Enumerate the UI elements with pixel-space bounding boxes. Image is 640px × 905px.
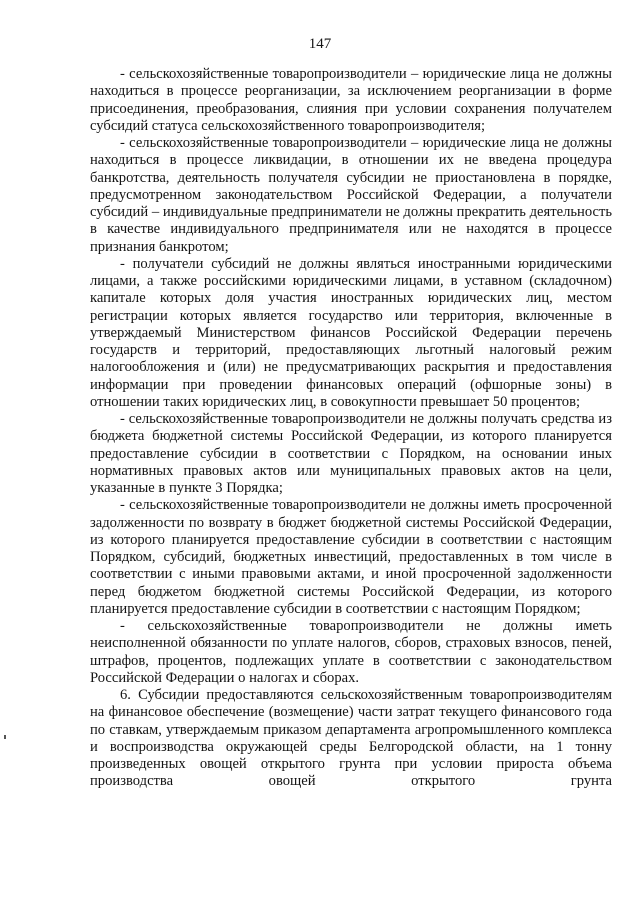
scan-mark <box>4 735 6 739</box>
paragraph-other-budget-funds: - сельскохозяйственные товаропроизводители не должны получать средства из бюджета бюджетной системы Российской Федерации, из которого планируется предоставление субсидии в соответствии с Порядком, на основании иных нормативных правовых актов или муниципальных правовых актов на цели, указанные в пункте 3 Порядка; <box>90 411 612 496</box>
document-body <box>90 66 612 791</box>
paragraph-tax-obligations: - сельскохозяйственные товаропроизводители не должны иметь неисполненной обязанности по уплате налогов, сборов, страховых взносов, пеней, штрафов, процентов, подлежащих уплате в соответствии с законодательством Российской Федерации о налогах и сборах. <box>90 618 612 686</box>
paragraph-reorganization: - сельскохозяйственные товаропроизводители – юридические лица не должны находиться в процессе реорганизации, за исключением реорганизации в форме присоединения, преобразования, слияния при условии сохранения получателем субсидий статуса сельскохозяйственного товаропроизводителя; <box>90 66 612 134</box>
paragraph-item-6: 6. Субсидии предоставляются сельскохозяйственным товаропроизводителям на финансовое обеспечение (возмещение) части затрат текущего финансового года по ставкам, утверждаемым приказом департамента агропромышленного комплекса и воспроизводства окружающей среды Белгородской области, на 1 тонну произведенных овощей открытого грунта при условии прироста объема производства овощей открытого грунта <box>90 687 612 790</box>
paragraph-overdue-debt: - сельскохозяйственные товаропроизводители не должны иметь просроченной задолженности по возврату в бюджет бюджетной системы Российской Федерации, из которого планируется предоставление субсидии в соответствии с настоящим Порядком, субсидий, бюджетных инвестиций, предоставленных в том числе в соответствии с иными правовыми актами, и иной просроченной задолженности перед бюджетом бюджетной системы Российской Федерации, из которого планируется предоставление субсидии в соответствии с настоящим Порядком; <box>90 497 612 617</box>
page-number: 147 <box>308 36 332 52</box>
paragraph-foreign-entities: - получатели субсидий не должны являться иностранными юридическими лицами, а также российскими юридическими лицами, в уставном (складочном) капитале которых доля участия иностранных юридических лиц, местом регистрации которых является государство или территория, включенные в утверждаемый Министерством финансов Российской Федерации перечень государств и территорий, предоставляющих льготный налоговый режим налогообложения и (или) не предусматривающих раскрытия и предоставления информации при проведении финансовых операций (офшорные зоны) в отношении таких юридических лиц, в совокупности превышает 50 процентов; <box>90 255 612 410</box>
paragraph-liquidation: - сельскохозяйственные товаропроизводители – юридические лица не должны находиться в процессе ликвидации, в отношении их не введена процедура банкротства, деятельность получателя субсидии не приостановлена в порядке, предусмотренном законодательством Российской Федерации, а получатели субсидий – индивидуальные предприниматели не должны прекратить деятельность в качестве индивидуального предпринимателя или не находятся в процессе признания банкротом; <box>90 135 612 255</box>
